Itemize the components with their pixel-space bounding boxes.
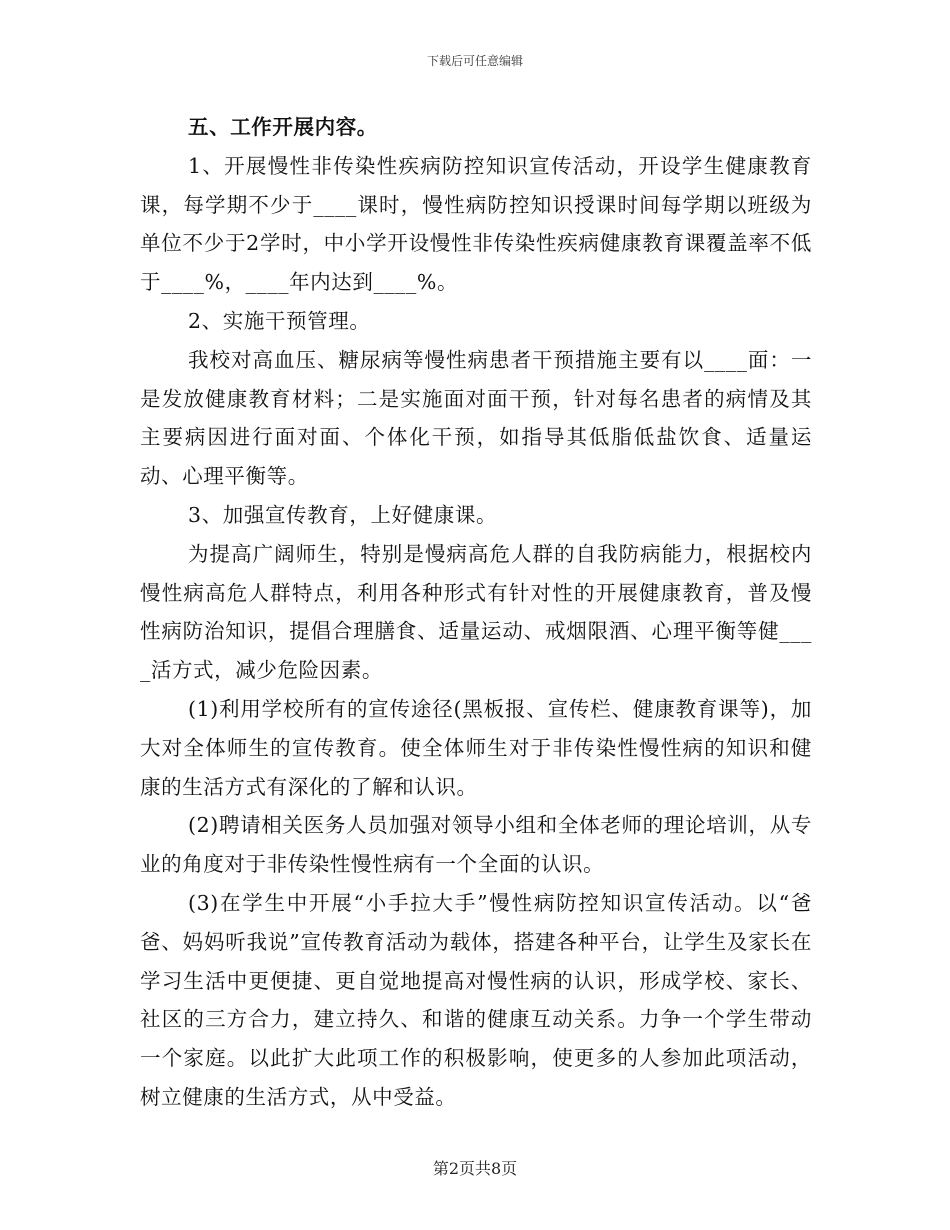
document-body <box>140 108 812 1117</box>
paragraph-education: 为提高广阔师生，特别是慢病高危人群的自我防病能力，根据校内慢性病高危人群特点，利用各种形式有针对性的开展健康教育，普及慢性病防治知识，提倡合理膳食、适量运动、戒烟限酒、心理平衡等健____活方式，减少危险因素。 <box>140 541 812 683</box>
paragraph-item-2-heading: 2、实施干预管理。 <box>188 308 371 333</box>
section-heading: 五、工作开展内容。 <box>188 115 378 139</box>
paragraph-sub-1: (1)利用学校所有的宣传途径(黑板报、宣传栏、健康教育课等)，加大对全体师生的宣传教育。使全体师生对于非传染性慢性病的知识和健康的生活方式有深化的了解和认识。 <box>140 696 812 799</box>
paragraph-sub-2: (2)聘请相关医务人员加强对领导小组和全体老师的理论培训，从专业的角度对于非传染性慢性病有一个全面的认识。 <box>140 813 812 877</box>
paragraph-intervention: 我校对高血压、糖尿病等慢性病患者干预措施主要有以____面：一是发放健康教育材料；二是实施面对面干预，针对每名患者的病情及其主要病因进行面对面、个体化干预，如指导其低脂低盐饮食、适量运动、心理平衡等。 <box>140 347 812 489</box>
page-number-footer: 第2页共8页 <box>432 1159 518 1178</box>
paragraph-item-3-heading: 3、加强宣传教育，上好健康课。 <box>188 502 498 527</box>
paragraph-sub-3: (3)在学生中开展“小手拉大手”慢性病防控知识宣传活动。以“爸爸、妈妈听我说”宣传教育活动为载体，搭建各种平台，让学生及家长在学习生活中更便捷、更自觉地提高对慢性病的认识，形成学校、家长、社区的三方合力，建立持久、和谐的健康互动关系。力争一个学生带动一个家庭。以此扩大此项工作的积极影响，使更多的人参加此项活动，树立健康的生活方式，从中受益。 <box>140 890 812 1109</box>
page-header-note: 下载后可任意编辑 <box>426 54 523 68</box>
paragraph-item-1: 1、开展慢性非传染性疾病防控知识宣传活动，开设学生健康教育课，每学期不少于____课时，慢性病防控知识授课时间每学期以班级为单位不少于2学时，中小学开设慢性非传染性疾病健康教育课覆盖率不低于____%，____年内达到____%。 <box>140 153 812 295</box>
